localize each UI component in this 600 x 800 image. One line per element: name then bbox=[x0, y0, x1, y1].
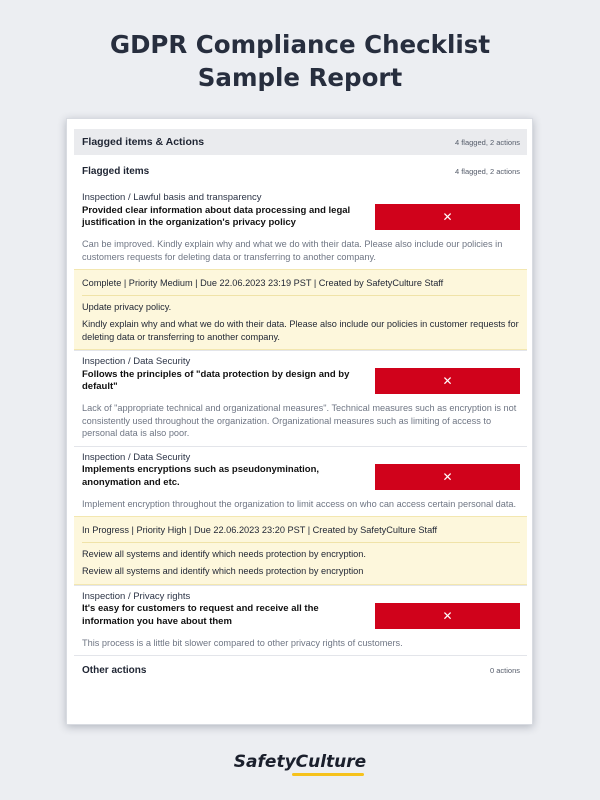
close-icon: ✕ bbox=[442, 608, 453, 623]
item-breadcrumb: Inspection / Lawful basis and transparency bbox=[82, 192, 262, 203]
action-title: Review all systems and identify which needs protection by encryption. bbox=[82, 549, 366, 559]
other-actions-header bbox=[74, 655, 527, 685]
response-badge bbox=[375, 204, 520, 230]
item-breadcrumb: Inspection / Data Security bbox=[82, 356, 191, 367]
report-card bbox=[66, 118, 533, 725]
brand-logo: SafetyCulture bbox=[233, 752, 367, 772]
action-description: Kindly explain why and what we do with their data. Please also include our policies in customer requests for deleting data or transferring to another company. bbox=[82, 319, 519, 342]
close-icon: ✕ bbox=[442, 210, 453, 224]
item-question: It's easy for customers to request and receive all the information you have about them bbox=[82, 603, 319, 627]
section-header bbox=[74, 129, 527, 155]
item-breadcrumb: Inspection / Data Security bbox=[82, 451, 191, 463]
action-description: Review all systems and identify which needs protection by encryption bbox=[82, 566, 364, 576]
close-icon: ✕ bbox=[442, 469, 453, 484]
page-title-line-2: Sample Report bbox=[197, 63, 403, 92]
action-meta: In Progress | Priority High | Due 22.06.2023 23:20 PST | Created by SafetyCulture Staff bbox=[82, 517, 520, 543]
response-badge bbox=[375, 368, 520, 394]
flagged-items-title: Flagged items bbox=[82, 165, 150, 177]
action-meta: Complete | Priority Medium | Due 22.06.2023 23:19 PST | Created by SafetyCulture Staff bbox=[82, 270, 520, 296]
item-question: Provided clear information about data processing and legal justification in the organization's privacy policy bbox=[82, 204, 351, 228]
response-badge bbox=[375, 603, 520, 629]
flagged-items-header bbox=[74, 155, 527, 187]
flagged-item bbox=[74, 446, 527, 585]
item-question: Implements encryptions such as pseudonymination, anonymation and etc. bbox=[82, 464, 320, 488]
item-note: This process is a little bit slower compared to other privacy rights of customers. bbox=[82, 637, 403, 648]
section-title: Flagged items & Actions bbox=[82, 136, 205, 148]
section-count: 4 flagged, 2 actions bbox=[454, 137, 520, 147]
item-note: Lack of "appropriate technical and organizational measures". Technical measures such as encryption is not consistently used throughout the organization. Organizational measures such as limiting of access to personal data is also poor. bbox=[82, 403, 517, 438]
flagged-item bbox=[74, 585, 527, 656]
response-badge bbox=[375, 464, 520, 490]
item-note: Can be improved. Kindly explain why and what we do with their data. Please also include our policies in customers requests for deleting data or transferring to another company. bbox=[82, 239, 503, 262]
close-icon: ✕ bbox=[442, 374, 453, 388]
other-actions-count: 0 actions bbox=[489, 666, 520, 675]
page-title bbox=[0, 28, 600, 94]
flagged-items-count: 4 flagged, 2 actions bbox=[454, 166, 520, 176]
item-note: Implement encryption throughout the organization to limit access on who can access certain personal data. bbox=[82, 498, 517, 509]
item-breadcrumb: Inspection / Privacy rights bbox=[82, 590, 191, 602]
action-title: Update privacy policy. bbox=[82, 302, 172, 312]
flagged-item bbox=[74, 350, 527, 446]
page-title-line-1: GDPR Compliance Checklist bbox=[109, 30, 491, 59]
item-question: Follows the principles of "data protection by design and by default" bbox=[82, 368, 350, 392]
brand-underline bbox=[292, 773, 364, 776]
action-box bbox=[74, 269, 527, 350]
flagged-item bbox=[74, 187, 527, 350]
action-box bbox=[74, 516, 527, 585]
other-actions-title: Other actions bbox=[82, 665, 147, 676]
